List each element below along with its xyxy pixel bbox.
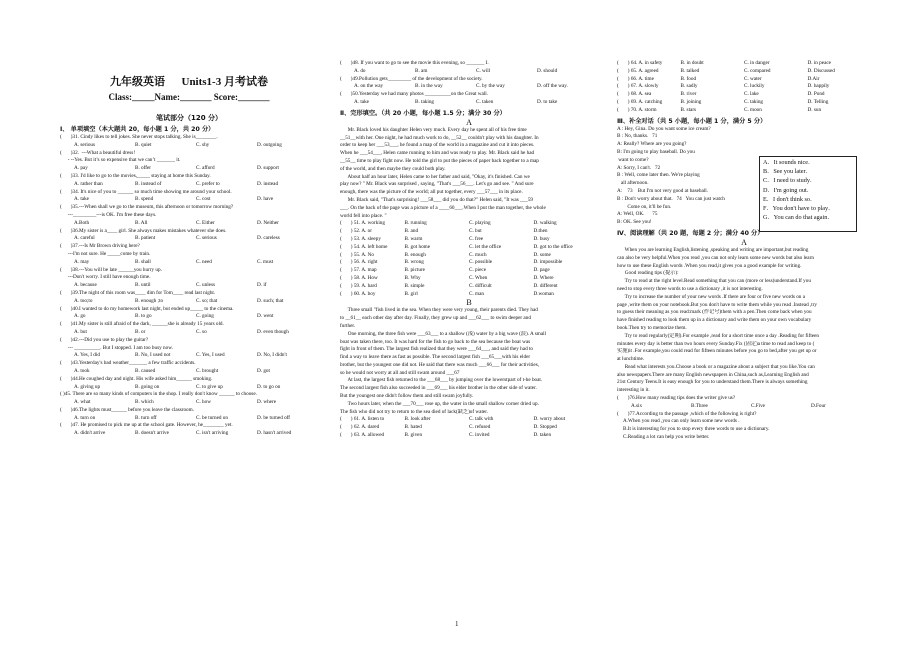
- passage-line: to guess their meaning as you read:mark (作记号)them with a pen.Then come back when you: [617, 309, 812, 316]
- dialogue-line: B : Don't worry about that. 74 You can just watch: [617, 195, 725, 202]
- options-row: A. too;to B. enough ;to C. so; that D. such; that: [74, 297, 284, 304]
- passage-line: About half an hour later, Helen came to her father and said, "Okay, it's finished. Can we: [340, 173, 530, 180]
- options-row: A. what B. which C. how D. where: [74, 399, 277, 406]
- section-2-heading: Ⅱ、完形填空。（共 20 小题，每小题 1.5 分；满分 30 分）: [340, 109, 506, 117]
- cloze-option-row: ( ) 59. A. hard B. simple C. difficult D. different: [340, 282, 558, 289]
- passage-a-label: A: [466, 117, 472, 127]
- passage-line: Try to increase the number of your new words .If there are four or five new words on a: [617, 293, 805, 300]
- question-line: ( )31. Cindy likes to tell jokes. She never stops talking. She is________.: [60, 134, 218, 140]
- dialogue-line: B: I'm going to play baseball. Do you: [617, 148, 695, 155]
- passage-line: brother, but the youngest one did not. He said that there was much ___66___ for their activities,: [340, 361, 540, 368]
- question-76-options: A.six B.Three C.Five D.Four: [631, 402, 826, 409]
- passage-line: Try to read at the right level.Read something that you can (more or less)understand.If you: [617, 278, 811, 285]
- choice-f: F．You don't have to play．: [763, 204, 835, 212]
- cloze-option-row: ( ) 52. A. or B. and C. but D.then: [340, 228, 548, 235]
- options-row: A. go B. to go C. going D. went: [74, 313, 274, 320]
- passage-line: __55__ time to play fight now. He told the girl to put the pieces of paper back together to a map: [340, 157, 539, 164]
- dialogue-line: A: Sorry, I can't. 72: [617, 164, 661, 171]
- dialogue-line: all afternoon.: [617, 180, 649, 187]
- passage-line: minutes every day is better than two hours every Sunday.Fix (固定)a time to read and keep to (: [617, 340, 815, 347]
- passage-line: Good reading tips (提示):: [617, 270, 679, 277]
- question-line: ( )37.---Is Mr Brown driving here?: [60, 243, 140, 250]
- question-line: ---I'm not sure. He _____come by train.: [60, 250, 151, 257]
- question-line: ( )46.The lights must______ before you leave the classroom.: [60, 406, 194, 413]
- cloze-options-b-cont: [617, 60, 871, 115]
- cloze-option-row: ( ) 66. A. time B. food C. water D.Air: [617, 75, 820, 82]
- cloze-option-row: ( ) 51. A. working B. running C. playing D. walking: [340, 220, 557, 227]
- question-line: ( )42.---Did you use to play the guitar?: [60, 336, 149, 343]
- passage-line: When he ___54___, Helen came running to him and was ready to play. Mr. Black said he had: [340, 150, 535, 157]
- cloze-option-row: ( ) 69. A. catching B. joining C. taking D. Telling: [617, 98, 829, 105]
- cloze-option-row: ( ) 55. A. No B. enough C. much D. some: [340, 251, 551, 258]
- options-row: A. didn't arrive B. doesn't arrive C. isn't arriving D. hasn't arrived: [74, 430, 292, 437]
- cloze-options-a: [340, 220, 598, 298]
- cloze-option-row: ( ) 53. A. sleepy B. warm C. free D. busy: [340, 235, 550, 242]
- options-row: A. serious B. quiet C. shy D. outgoing: [74, 141, 282, 148]
- dialogue-line: B: OK. See you!: [617, 219, 652, 226]
- options-row: A. on the way B. in the way C. by the way D. off the way.: [354, 83, 568, 90]
- single-choice-questions-cont: [340, 60, 598, 107]
- passage-line: to __61__ each other day after day. Finally, they grew up and ___62___ to swim deeper and: [340, 315, 531, 322]
- cloze-options-b: [340, 416, 598, 439]
- dialogue-line: A: 73 But I'm not very good at baseball.: [617, 187, 708, 194]
- section-3-heading: Ⅲ、补全对话（共 5 小题，每小题 1 分，满分 5 分）: [617, 117, 767, 125]
- question-line: - --Yes. But it’s so expensive that we can’t _______ it.: [60, 157, 181, 164]
- passage-line: order to keep her ___53___, he found a map of the world in a magazine and cut it into pieces.: [340, 142, 535, 149]
- passage-line: At last, the largest fish returned to the ___68___ by jumping over the lowerstpart of t-he boat.: [340, 377, 543, 384]
- question-line: ( )41.My sister is still afraid of the dark, ______she is already 15 years old.: [60, 321, 224, 328]
- question-line: ( )38.---You will be late ______you hurry up.: [60, 266, 162, 273]
- passage-line: Read what interests you.Choose a book or a magazine about a subject that you like.You can: [617, 363, 815, 370]
- passage-line: Mr. Black said, "That's surprising! ___58___ did you do that?" Helen said, "It was ___59: [340, 196, 534, 203]
- passage-line: But the youngest one didn't follow them and still swam joyfully.: [340, 393, 474, 400]
- column-2: [340, 60, 598, 440]
- written-part-heading: 笔试部分（120 分）: [155, 114, 223, 122]
- choice-b: B．See you later．: [763, 168, 812, 176]
- question-line: ( )33. I'd like to go to the movies,_____ staying at home this Sunday.: [60, 172, 211, 179]
- options-row: A. because B. until C. unless D. if: [74, 282, 267, 289]
- question-line: ( )44.He coughed day and night. His wife asked him______ smoking.: [60, 375, 213, 382]
- options-row: A. Yes, I did B. No, I used not C. Yes, I used D. No, I didn't: [74, 352, 287, 359]
- passage-line: boat was taken there, too. It was hard for the fish to go back to the sea because the boat was: [340, 338, 531, 345]
- dialogue-line: Come on, it'll be fun.: [617, 203, 672, 210]
- reading-passage: [617, 247, 871, 395]
- cloze-passage-a: [340, 127, 598, 221]
- question-line: ( )45. There are so many kinds of computers in the shop. I really don't know ______ to choose.: [60, 391, 257, 398]
- question-line: ( )43.Yesterday's bad weather_______ a few traffic accidents.: [60, 360, 196, 367]
- passage-line: __51__with her. One night, he had much work to do, __52__ couldn't play with his daughter. In: [340, 134, 539, 141]
- question-77-option-a: A.When you read ,you can only learn some new words .: [623, 418, 740, 425]
- passage-line: of the world, and then maybe they could both play.: [340, 165, 446, 172]
- choice-d: D．I'm going out．: [763, 186, 813, 194]
- options-row: A. careful B. patient C. serious D. careless: [74, 235, 280, 242]
- section-1-heading: Ⅰ、 单项填空（本大题共 20，每小题 1 分，共 20 分）: [60, 126, 215, 133]
- passage-line: need to stop every three words to use a dictionary ,it is not interesting.: [617, 285, 763, 292]
- passage-line: fight in front of them. The largest fish realized that they were ___64___, and said they had to: [340, 346, 533, 353]
- question-line: ( )32. ---What a beautiful dress!: [60, 149, 136, 156]
- question-line: ( )36.My sister is a____ girl. She always makes mistakes whatever she does.: [60, 227, 227, 234]
- choice-g: G．You can do that again．: [763, 214, 834, 222]
- options-row: A. giving up B. going on C. to give up D. to go on: [74, 383, 281, 390]
- dialogue-line: want to come?: [617, 156, 649, 163]
- options-row: A. may B. shall C. need C. must: [74, 258, 274, 265]
- passage-line: Three small "fish lived in the sea. When they were very young, their parents died. They had: [340, 307, 538, 314]
- passage-line: The second largest fish also succeeded in ___69___ his elder brother in the other side of water.: [340, 385, 537, 392]
- options-row: A. pay B. offer C. afford D. support: [74, 165, 279, 172]
- dialogue-line: B : Well, come later then. We're playing: [617, 172, 700, 179]
- options-row: A. took B. caused C. brought D. got: [74, 367, 270, 374]
- passage-line: at lunchtime.: [617, 356, 645, 363]
- choice-e: E．I don't think so．: [763, 195, 817, 203]
- dialogue-choices-box: [759, 156, 857, 232]
- passage-line: Two hours later, when the ___70___ rose up, the water in the small shallow corner dried up.: [340, 400, 539, 407]
- cloze-option-row: ( ) 64. A. in safety B. in doubt C. in danger D. in peace: [617, 60, 831, 66]
- options-row: A. but B. or C. so D. even though: [74, 328, 289, 335]
- question-line: ( )39.The night of this room was____ dim for Tom____ read last night.: [60, 289, 216, 296]
- passage-line: book.Then try to memorize them.: [617, 324, 687, 331]
- question-line: --- __________. But I stopped. I am too busy now.: [60, 344, 173, 351]
- dialogue-line: A: Well, OK. 75: [617, 211, 658, 218]
- cloze-option-row: ( ) 70. A. storm B. stars C. moon D. sun: [617, 106, 822, 113]
- cloze-option-row: ( ) 68. A. sea B. river C. lake D. Pond: [617, 91, 825, 98]
- cloze-option-row: ( ) 67. A. slowly B. sadly C. luckily D. happily: [617, 83, 830, 90]
- cloze-option-row: ( ) 60. A. boy B. girl C. man D.woman: [340, 290, 554, 297]
- cloze-option-row: ( ) 56. A. right B. wrong C. possible D. impossible: [340, 259, 563, 266]
- passage-line: have finished reading to look them up in a dictionary and write them on your own vocabulary: [617, 317, 812, 324]
- question-line: ( )40.I wanted to do my homework last night, but ended up_____ to the cinema.: [60, 305, 234, 312]
- passage-line: play now? " Mr. Black was surprised , saying, "That's ___56___. Let's go and see. " And sure: [340, 181, 534, 188]
- cloze-option-row: ( ) 54. A. left home B. got home C. let the office D. got to the office: [340, 243, 573, 250]
- passage-line: page ,write them on your notebook.But you don't have to write them while you read .Instead ,try: [617, 301, 818, 308]
- page-title: 九年级英语 Units1-3 月考试卷: [110, 76, 268, 88]
- cloze-option-row: ( ) 61. A. listen to B. look after C. talk with D. worry about: [340, 416, 566, 423]
- dialogue-line: A : Hey, Gina. Do you want some ice cream?: [617, 125, 711, 132]
- question-line: ( )48. If you want to go to see the movie this evening, so _______ I.: [340, 60, 489, 66]
- passage-line: find a way to leave there as fast as possible. The second largest fish ___65___with his elder: [340, 354, 531, 361]
- dialogue-line: B : No, thanks. 71: [617, 133, 658, 140]
- page-number: 1: [455, 620, 459, 628]
- question-line: ( )47. He promised to pick me up at the school gate. However, he________ yet.: [60, 422, 233, 429]
- passage-line: interesting in it.: [617, 387, 650, 394]
- question-77-option-c: C.Reading a lot can help you write better.: [623, 434, 710, 441]
- question-77: ( )77.According to the passage ,which of the following is right?: [617, 410, 757, 417]
- question-line: ( )34. It's nice of you to ______ so much time showing me around your school.: [60, 188, 232, 195]
- options-row: A. take B. taking C. taken D. to take: [354, 98, 558, 105]
- cloze-option-row: ( ) 57. A. map B. picture C. piece D. page: [340, 267, 550, 274]
- choice-a: A．It sounds nice．: [763, 159, 815, 166]
- passage-line: world fell into place. ": [340, 212, 387, 219]
- options-row: A.Both B. All C. Either D. Neither: [74, 219, 279, 226]
- cloze-option-row: ( ) 63. A. allowed B. given C. invited D. taken: [340, 432, 552, 439]
- passage-line: Mr. Black loved his daughter Helen very much. Every day he spent all of his free time: [340, 126, 527, 133]
- question-line: ( )49.Pollution gets_________ of the development of the society.: [340, 75, 483, 82]
- passage-line: can also be very helpful.When you read ,you can not only learn some new words but also learn: [617, 254, 814, 261]
- class-name-score-line: Class:_____Name:_______ Score:_______: [108, 92, 270, 102]
- passage-line: 实施)it .For example,you could read for fifteen minutes before you go to bed,after you get up or: [617, 348, 817, 355]
- passage-line: Try to read regularly(定期).For example ,read for a short time once a day .Reading for fifteen: [617, 332, 819, 339]
- passage-line: further.: [340, 322, 356, 329]
- question-76: ( )76.How many reading tips does the writer give us?: [617, 395, 736, 402]
- dialogue-line: A: Really? Where are you going?: [617, 141, 687, 148]
- passage-line: so he would not worry at all and still swam around ___67: [340, 369, 460, 376]
- passage-line: also newspapers.There are many English newspapers in China,such as,Learning English and: [617, 371, 809, 378]
- passage-line: ___. On the back of the page was a picture of a ____60___.When I put the man together, the whole: [340, 204, 546, 211]
- cloze-passage-b: [340, 307, 598, 416]
- cloze-option-row: ( ) 58. A. How B. Why C. When D. Where: [340, 274, 554, 281]
- passage-line: how to use these English words .When you read,it gives you a good example for writing.: [617, 262, 802, 269]
- passage-line: The fish who did not try to return to the sea died of lack(缺乏)of water.: [340, 408, 488, 415]
- column-1: [60, 60, 318, 438]
- question-line: ---_________---is OK. I'm free these days.: [60, 211, 157, 218]
- choice-c: C．I need to study．: [763, 177, 817, 185]
- cloze-option-row: ( ) 62. A. dared B. hated C. refused D. Stopped: [340, 424, 557, 431]
- passage-line: enough, there was the picture of the world; all put together, every ___57___ in its place.: [340, 189, 523, 196]
- question-line: ( )50.Yesterday we had many photos __________on the Great wall.: [340, 91, 489, 98]
- passage-line: When you are learning English,listening ,speaking and writing are important,but reading: [617, 246, 809, 253]
- section-4-heading: Ⅳ、阅读理解（共 20 题，每题 2 分；满分 40 分）: [617, 229, 764, 237]
- question-line: ( )35.---When shall we go to the museum, this afternoon or tomorrow morning?: [60, 204, 234, 211]
- cloze-option-row: ( ) 65. A. agreed B. talked C. compared D. Discussed: [617, 67, 835, 74]
- question-77-option-b: B.It is interesting for you to stop every three words to use a dictionary.: [623, 426, 770, 433]
- options-row: A. rather than B. instead of C. prefer to D. instead: [74, 180, 279, 187]
- passage-line: One morning, the three fish were ___63___ to a shallow (浅) water by a big wave (浪). A small: [340, 330, 547, 337]
- options-row: A. do B. am C. will D. should: [354, 67, 558, 74]
- passage-line: 21st Century Teens.It is easy enough for you to understand them.There is always something: [617, 379, 808, 386]
- question-line: ---Don't worry. I still have enough time.: [60, 274, 151, 281]
- options-row: A. turn on B. turn off C. be turned on D. be turned off: [74, 414, 291, 421]
- single-choice-questions: [60, 134, 318, 438]
- options-row: A. take B. spend C. cost D. have: [74, 196, 274, 203]
- passage-c-label: A: [741, 237, 747, 247]
- column-3: [617, 60, 871, 442]
- passage-b-label: B: [466, 298, 472, 308]
